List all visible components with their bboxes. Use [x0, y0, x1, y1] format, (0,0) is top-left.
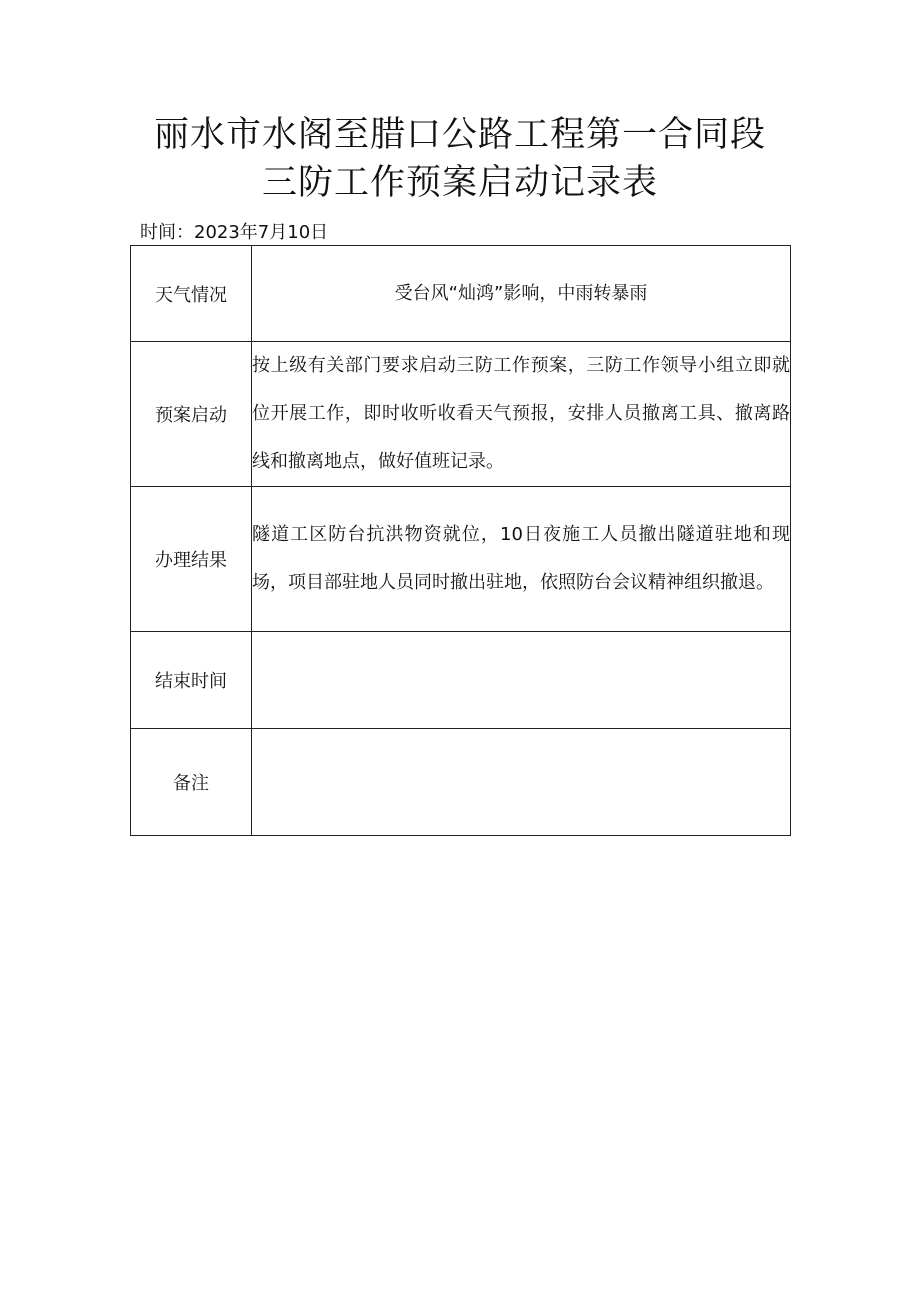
table-row-handling-result	[131, 487, 791, 632]
row-value-remarks	[252, 729, 791, 836]
row-value-end-time	[252, 632, 791, 729]
row-label-weather: 天气情况	[131, 246, 252, 342]
document-title-line-1: 丽水市水阁至腊口公路工程第一合同段	[153, 115, 766, 155]
row-value-handling-result: 隧道工区防台抗洪物资就位，10日夜施工人员撤出隧道驻地和现场，项目部驻地人员同时撤出驻地，依照防台会议精神组织撤退。	[252, 487, 791, 632]
table-row-plan-activation	[131, 342, 791, 487]
row-value-weather: 受台风“灿鸿”影响，中雨转暴雨	[252, 246, 791, 342]
record-date: 时间：2023年7月10日	[140, 222, 329, 243]
row-label-remarks: 备注	[131, 729, 252, 836]
table-row-weather	[131, 246, 791, 342]
document-title-line-2: 三防工作预案启动记录表	[261, 163, 658, 203]
row-label-end-time: 结束时间	[131, 632, 252, 729]
row-label-handling-result: 办理结果	[131, 487, 252, 632]
table-row-end-time	[131, 632, 791, 729]
row-label-plan-activation: 预案启动	[131, 342, 252, 487]
record-table	[130, 245, 791, 836]
table-row-remarks	[131, 729, 791, 836]
row-value-plan-activation: 按上级有关部门要求启动三防工作预案，三防工作领导小组立即就位开展工作，即时收听收看天气预报，安排人员撤离工具、撤离路线和撤离地点，做好值班记录。	[252, 342, 791, 487]
